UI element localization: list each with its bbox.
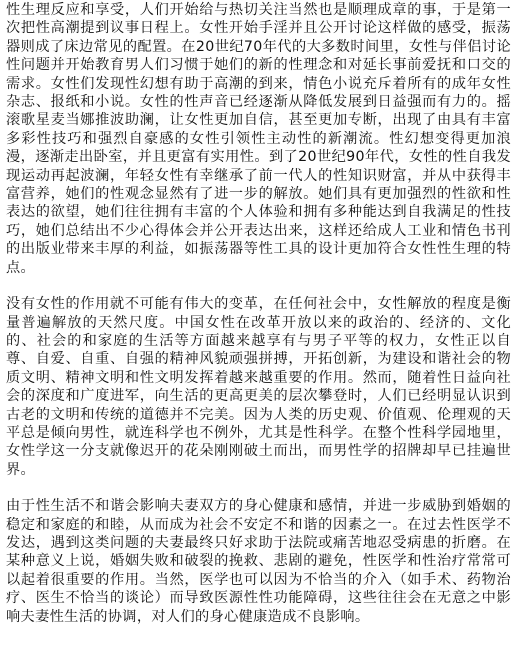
paragraph-3: 由于性生活不和谐会影响夫妻双方的身心健康和感情，并进一步威胁到婚姻的稳定和家庭的和睦，从而成为社会不安定不和谐的因素之一。在过去性医学不发达，遇到这类问题的夫妻最终只好求助于法院或痛苦地忍受病患的折磨。在某种意义上说，婚姻失败和破裂的挽救、悲剧的避免，性医学和性治疗常常可以起着很重要的作用。当然，医学也可以因为不恰当的介入（如手术、药物治疗、医生不恰当的谈论）而导致医源性性功能障碍，这些往往会在无意之中影响夫妻性生活的协调，对人们的身心健康造成不良影响。 [6,498,511,625]
paragraph-spacer [6,277,511,295]
paragraph-1: 性生理反应和享受，人们开始给与热切关注当然也是顺理成章的事，于是第一次把性高潮提到议事日程上。女性开始手淫并且公开讨论这样做的感受，振荡器则成了床边常见的配置。在20世纪70年代的大多数时间里，女性与伴侣讨论性问题并开始教育男人们习惯于她们的新的性理念和对延长事前爱抚和口交的需求。女性们发现性幻想有助于高潮的到来，情色小说充斥着所有的成年女性杂志、报纸和小说。女性的性声音已经逐渐从降低发展到日益强而有力的。摇滚歌星麦当娜推波助澜，让女性更加自信，甚至更加专断，出现了由具有丰富多彩性技巧和强烈自豪感的女性引领性主动性的新潮流。性幻想变得更加浪漫，逐渐走出卧室，并且更富有实用性。到了20世纪90年代，女性的性自我发现运动再起波澜，年轻女性有幸继承了前一代人的性知识财富，并从中获得丰富营养，她们的性观念显然有了进一步的解放。她们具有更加强烈的性欲和性表达的欲望，她们往往拥有丰富的个人体验和拥有多种能达到自我满足的性技巧，她们总结出不少心得体会并公开表达出来，这样还给成人工业和情色书刊的出版业带来丰厚的利益，如振荡器等性工具的设计更加符合女性性生理的特点。 [6,2,511,276]
paragraph-spacer [6,479,511,497]
paragraph-2: 没有女性的作用就不可能有伟大的变革，在任何社会中，女性解放的程度是衡量普遍解放的天然尺度。中国女性在改革开放以来的政治的、经济的、文化的、社会的和家庭的生活等方面越来越享有与男子平等的权力，女性正以自尊、自爱、自重、自强的精神风貌顽强拼搏，开拓创新，为建设和谐社会的物质文明、精神文明和性文明发挥着越来越重要的作用。然而，随着性日益向社会的深度和广度进军，向生活的更高更美的层次攀登时，人们已经明显认识到古老的文明和传统的道德并不完美。因为人类的历史观、价值观、伦理观的天平总是倾向男性，就连科学也不例外，尤其是性科学。在整个性科学园地里，女性学这一分支就像迟开的花朵刚刚破土而出，而男性学的招牌却早已挂遍世界。 [6,296,511,478]
